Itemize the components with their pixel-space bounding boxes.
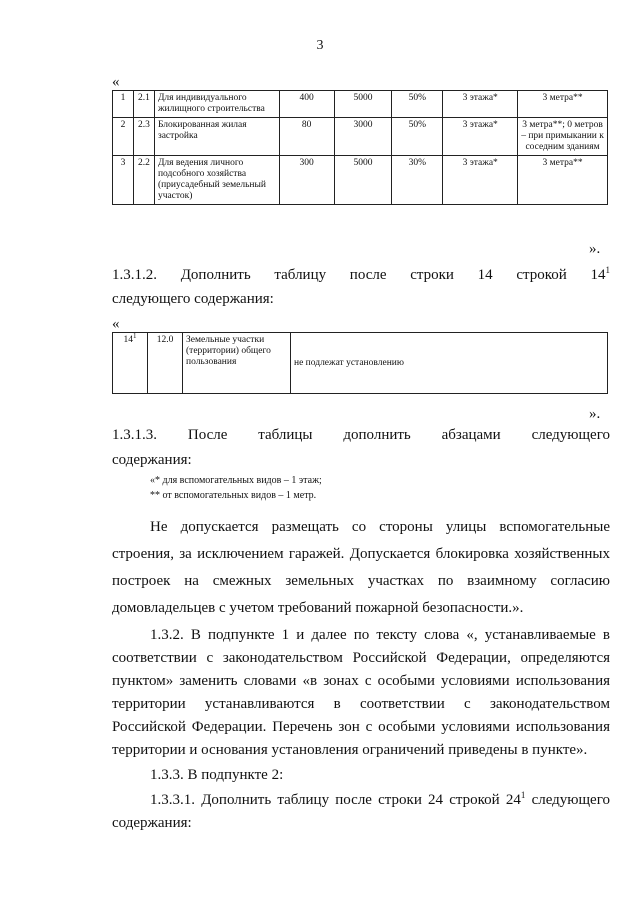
table-cell: 400: [279, 91, 334, 118]
table-cell: 3 этажа*: [443, 91, 518, 118]
public-land-table: [112, 332, 608, 394]
table-cell: 300: [279, 156, 334, 205]
table-cell: 3 этажа*: [443, 156, 518, 205]
table-cell: Земельные участки (территории) общего пользования: [183, 333, 291, 394]
table-row: [113, 156, 608, 205]
open-quote: «: [112, 316, 120, 332]
zoning-table: [112, 90, 608, 205]
table-cell: 2.3: [133, 118, 154, 156]
table-cell: 12.0: [148, 333, 183, 394]
paragraph-text: 1.3.3.1. Дополнить таблицу после строки 24 строкой 24: [150, 792, 521, 808]
paragraph-1-3-3: 1.3.3. В подпункте 2:: [150, 767, 284, 783]
table-cell: 3000: [334, 118, 392, 156]
paragraph-1-3-1-3: 1.3.1.3. После таблицы дополнить абзацами следующего: [112, 427, 610, 443]
paragraph-text: 1.3.1.2. Дополнить таблицу после строки 14 строкой 14: [112, 267, 606, 283]
table-cell: 2: [113, 118, 134, 156]
table-cell: 3 метра**: [518, 91, 608, 118]
paragraph-1-3-1-2: [112, 264, 610, 286]
table-cell: 3 метра**: [518, 156, 608, 205]
para-line: построек на смежных земельных участках по взаимному согласию: [112, 573, 610, 589]
paragraph-1-3-3-1-cont: содержания:: [112, 815, 192, 831]
footnote-line: «* для вспомогательных видов – 1 этаж;: [150, 475, 322, 486]
table-cell: не подлежат установлению: [291, 333, 608, 394]
para-line: строения, за исключением гаражей. Допускается блокировка хозяйственных: [112, 546, 610, 562]
open-quote: «: [112, 74, 120, 90]
para-line: Российской Федерации. Перечень зон с особыми условиями использования: [112, 719, 610, 735]
close-quote: ».: [589, 406, 601, 422]
para-line: домовладельцев с учетом требований пожарной безопасности.».: [112, 600, 524, 616]
para-line: 1.3.2. В подпункте 1 и далее по тексту слова «, устанавливаемые в: [150, 627, 610, 643]
footnote-line: ** от вспомогательных видов – 1 метр.: [150, 490, 317, 501]
para-line: Не допускается размещать со стороны улицы вспомогательные: [150, 519, 610, 535]
close-quote: ».: [589, 241, 601, 257]
superscript: 1: [605, 265, 610, 275]
table-cell: 2.2: [133, 156, 154, 205]
paragraph-text: следующего: [525, 792, 610, 808]
table-cell: 5000: [334, 156, 392, 205]
table-cell: 2.1: [133, 91, 154, 118]
para-line: пунктом» заменить словами «в зонах с особыми условиями использования: [112, 673, 610, 689]
paragraph-1-3-1-3-cont: содержания:: [112, 452, 192, 468]
superscript: 1: [520, 790, 526, 800]
table-cell: Блокированная жилая застройка: [154, 118, 279, 156]
table-cell: 3 этажа*: [443, 118, 518, 156]
table-cell: Для ведения личного подсобного хозяйства (приусадебный земельный участок): [154, 156, 279, 205]
page-number: 3: [316, 38, 324, 53]
paragraph-1-3-1-2-cont: следующего содержания:: [112, 291, 274, 307]
table-cell: 1: [113, 91, 134, 118]
table-cell: 50%: [392, 91, 443, 118]
para-line: территории и основания установления ограничений приведены в пункте».: [112, 742, 588, 758]
table-cell: Для индивидуального жилищного строительства: [154, 91, 279, 118]
table-cell: 80: [279, 118, 334, 156]
para-line: соответствии с законодательством Российской Федерации, определяются: [112, 650, 610, 666]
table-cell: 5000: [334, 91, 392, 118]
table-cell: 3 метра**; 0 метров – при примыкании к соседним зданиям: [518, 118, 608, 156]
table-cell: 3: [113, 156, 134, 205]
para-line: территории устанавливаются в соответствии с законодательством: [112, 696, 610, 712]
table-row: [113, 91, 608, 118]
table-cell: 50%: [392, 118, 443, 156]
table-cell: 30%: [392, 156, 443, 205]
table-row: [113, 333, 608, 394]
table-cell: $14^1$: [113, 333, 148, 394]
table-row: [113, 118, 608, 156]
paragraph-1-3-3-1: [150, 789, 610, 811]
